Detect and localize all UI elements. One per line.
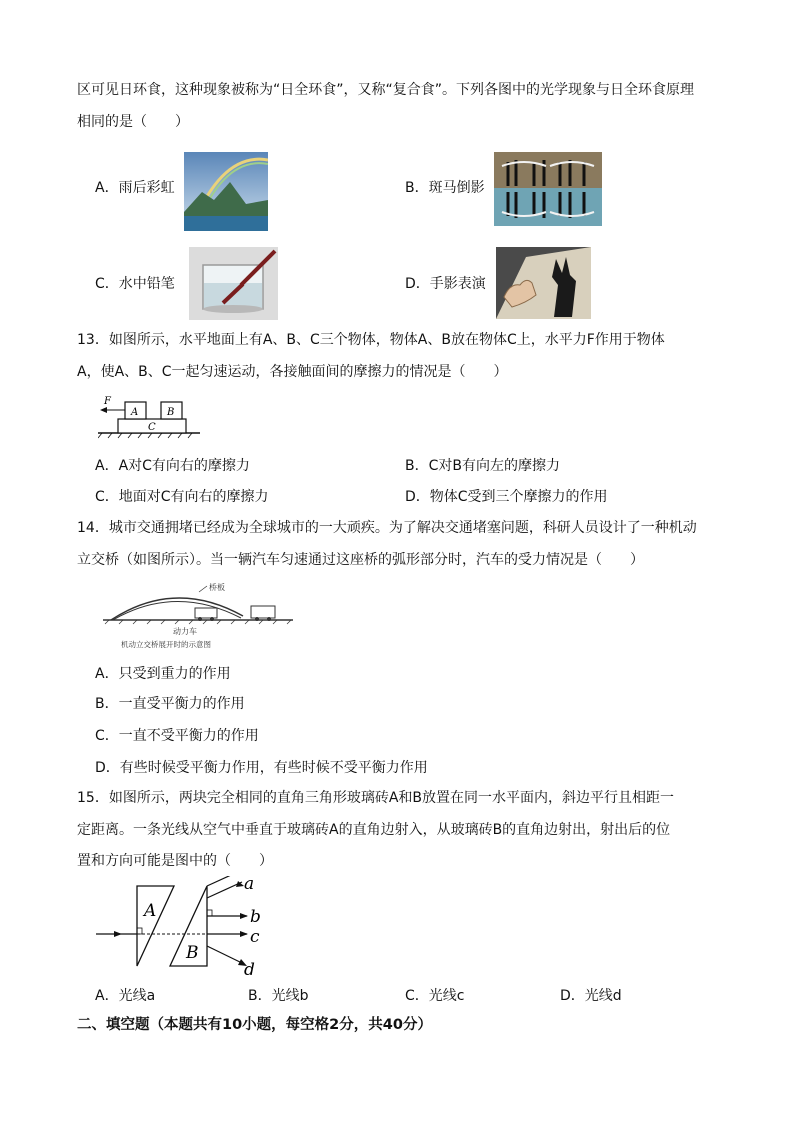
force-label-f: F [104, 396, 111, 407]
section-heading: 二、填空题（本题共有10小题，每空格2分，共40分） [77, 1017, 432, 1033]
block-label-b: B [167, 407, 175, 418]
q15-prism-figure [92, 876, 268, 978]
ray-label-a: a [244, 876, 255, 894]
q12-option-c: C．水中铅笔 [95, 276, 175, 292]
bridge-figure-caption: 机动立交桥展开时的示意图 [121, 640, 211, 649]
q12-text-line1: 区可见日环食，这种现象被称为“日全环食”，又称“复合食”。下列各图中的光学现象与日全环食原理 [77, 82, 695, 98]
q12-option-d: D．手影表演 [405, 276, 486, 292]
q13-blocks-figure [98, 395, 202, 439]
q15-text-line3: 置和方向可能是图中的（ ） [77, 853, 273, 869]
q14-bridge-figure [103, 580, 293, 654]
q14-option-d: D．有些时候受平衡力作用，有些时候不受平衡力作用 [95, 760, 428, 776]
q12-option-b: B．斑马倒影 [405, 180, 485, 196]
bridge-deck-label: 桥板 [209, 583, 225, 592]
q13-option-d: D．物体C受到三个摩擦力的作用 [405, 489, 608, 505]
q14-text-line1: 14．城市交通拥堵已经成为全球城市的一大顽疾。为了解决交通堵塞问题，科研人员设计了一种机动 [77, 520, 697, 536]
ray-label-c: c [250, 927, 260, 947]
q15-text-line2: 定距离。一条光线从空气中垂直于玻璃砖A的直角边射入，从玻璃砖B的直角边射出，射出后的位 [77, 822, 671, 838]
q15-text-line1: 15．如图所示，两块完全相同的直角三角形玻璃砖A和B放置在同一水平面内，斜边平行且相距一 [77, 790, 674, 806]
q13-option-b: B．C对B有向左的摩擦力 [405, 458, 560, 474]
q13-option-a: A．A对C有向右的摩擦力 [95, 458, 250, 474]
q14-text-line2: 立交桥（如图所示）。当一辆汽车匀速通过这座桥的弧形部分时，汽车的受力情况是（ ） [77, 552, 644, 568]
block-label-c: C [148, 422, 156, 433]
ray-label-d: d [244, 960, 255, 978]
rainbow-photo [184, 152, 268, 231]
q15-option-c: C．光线c [405, 988, 465, 1004]
pencil-in-water-photo [189, 247, 278, 320]
hand-shadow-photo [496, 247, 591, 319]
q14-option-b: B．一直受平衡力的作用 [95, 696, 245, 712]
ray-label-b: b [250, 907, 261, 927]
block-label-a: A [131, 407, 139, 418]
prism-label-a: A [144, 901, 157, 921]
q13-text-line1: 13．如图所示，水平地面上有A、B、C三个物体，物体A、B放在物体C上，水平力F作用于物体 [77, 332, 665, 348]
prism-label-b: B [186, 943, 199, 963]
q12-option-a: A．雨后彩虹 [95, 180, 175, 196]
q13-text-line2: A，使A、B、C一起匀速运动，各接触面间的摩擦力的情况是（ ） [77, 364, 508, 380]
power-vehicle-label: 动力车 [173, 627, 197, 636]
q14-option-c: C．一直不受平衡力的作用 [95, 728, 259, 744]
q15-option-d: D．光线d [560, 988, 622, 1004]
q15-option-b: B．光线b [248, 988, 309, 1004]
zebra-reflection-photo [494, 152, 602, 226]
q15-option-a: A．光线a [95, 988, 156, 1004]
q13-option-c: C．地面对C有向右的摩擦力 [95, 489, 269, 505]
q12-text-line2: 相同的是（ ） [77, 114, 189, 130]
q14-option-a: A．只受到重力的作用 [95, 666, 231, 682]
